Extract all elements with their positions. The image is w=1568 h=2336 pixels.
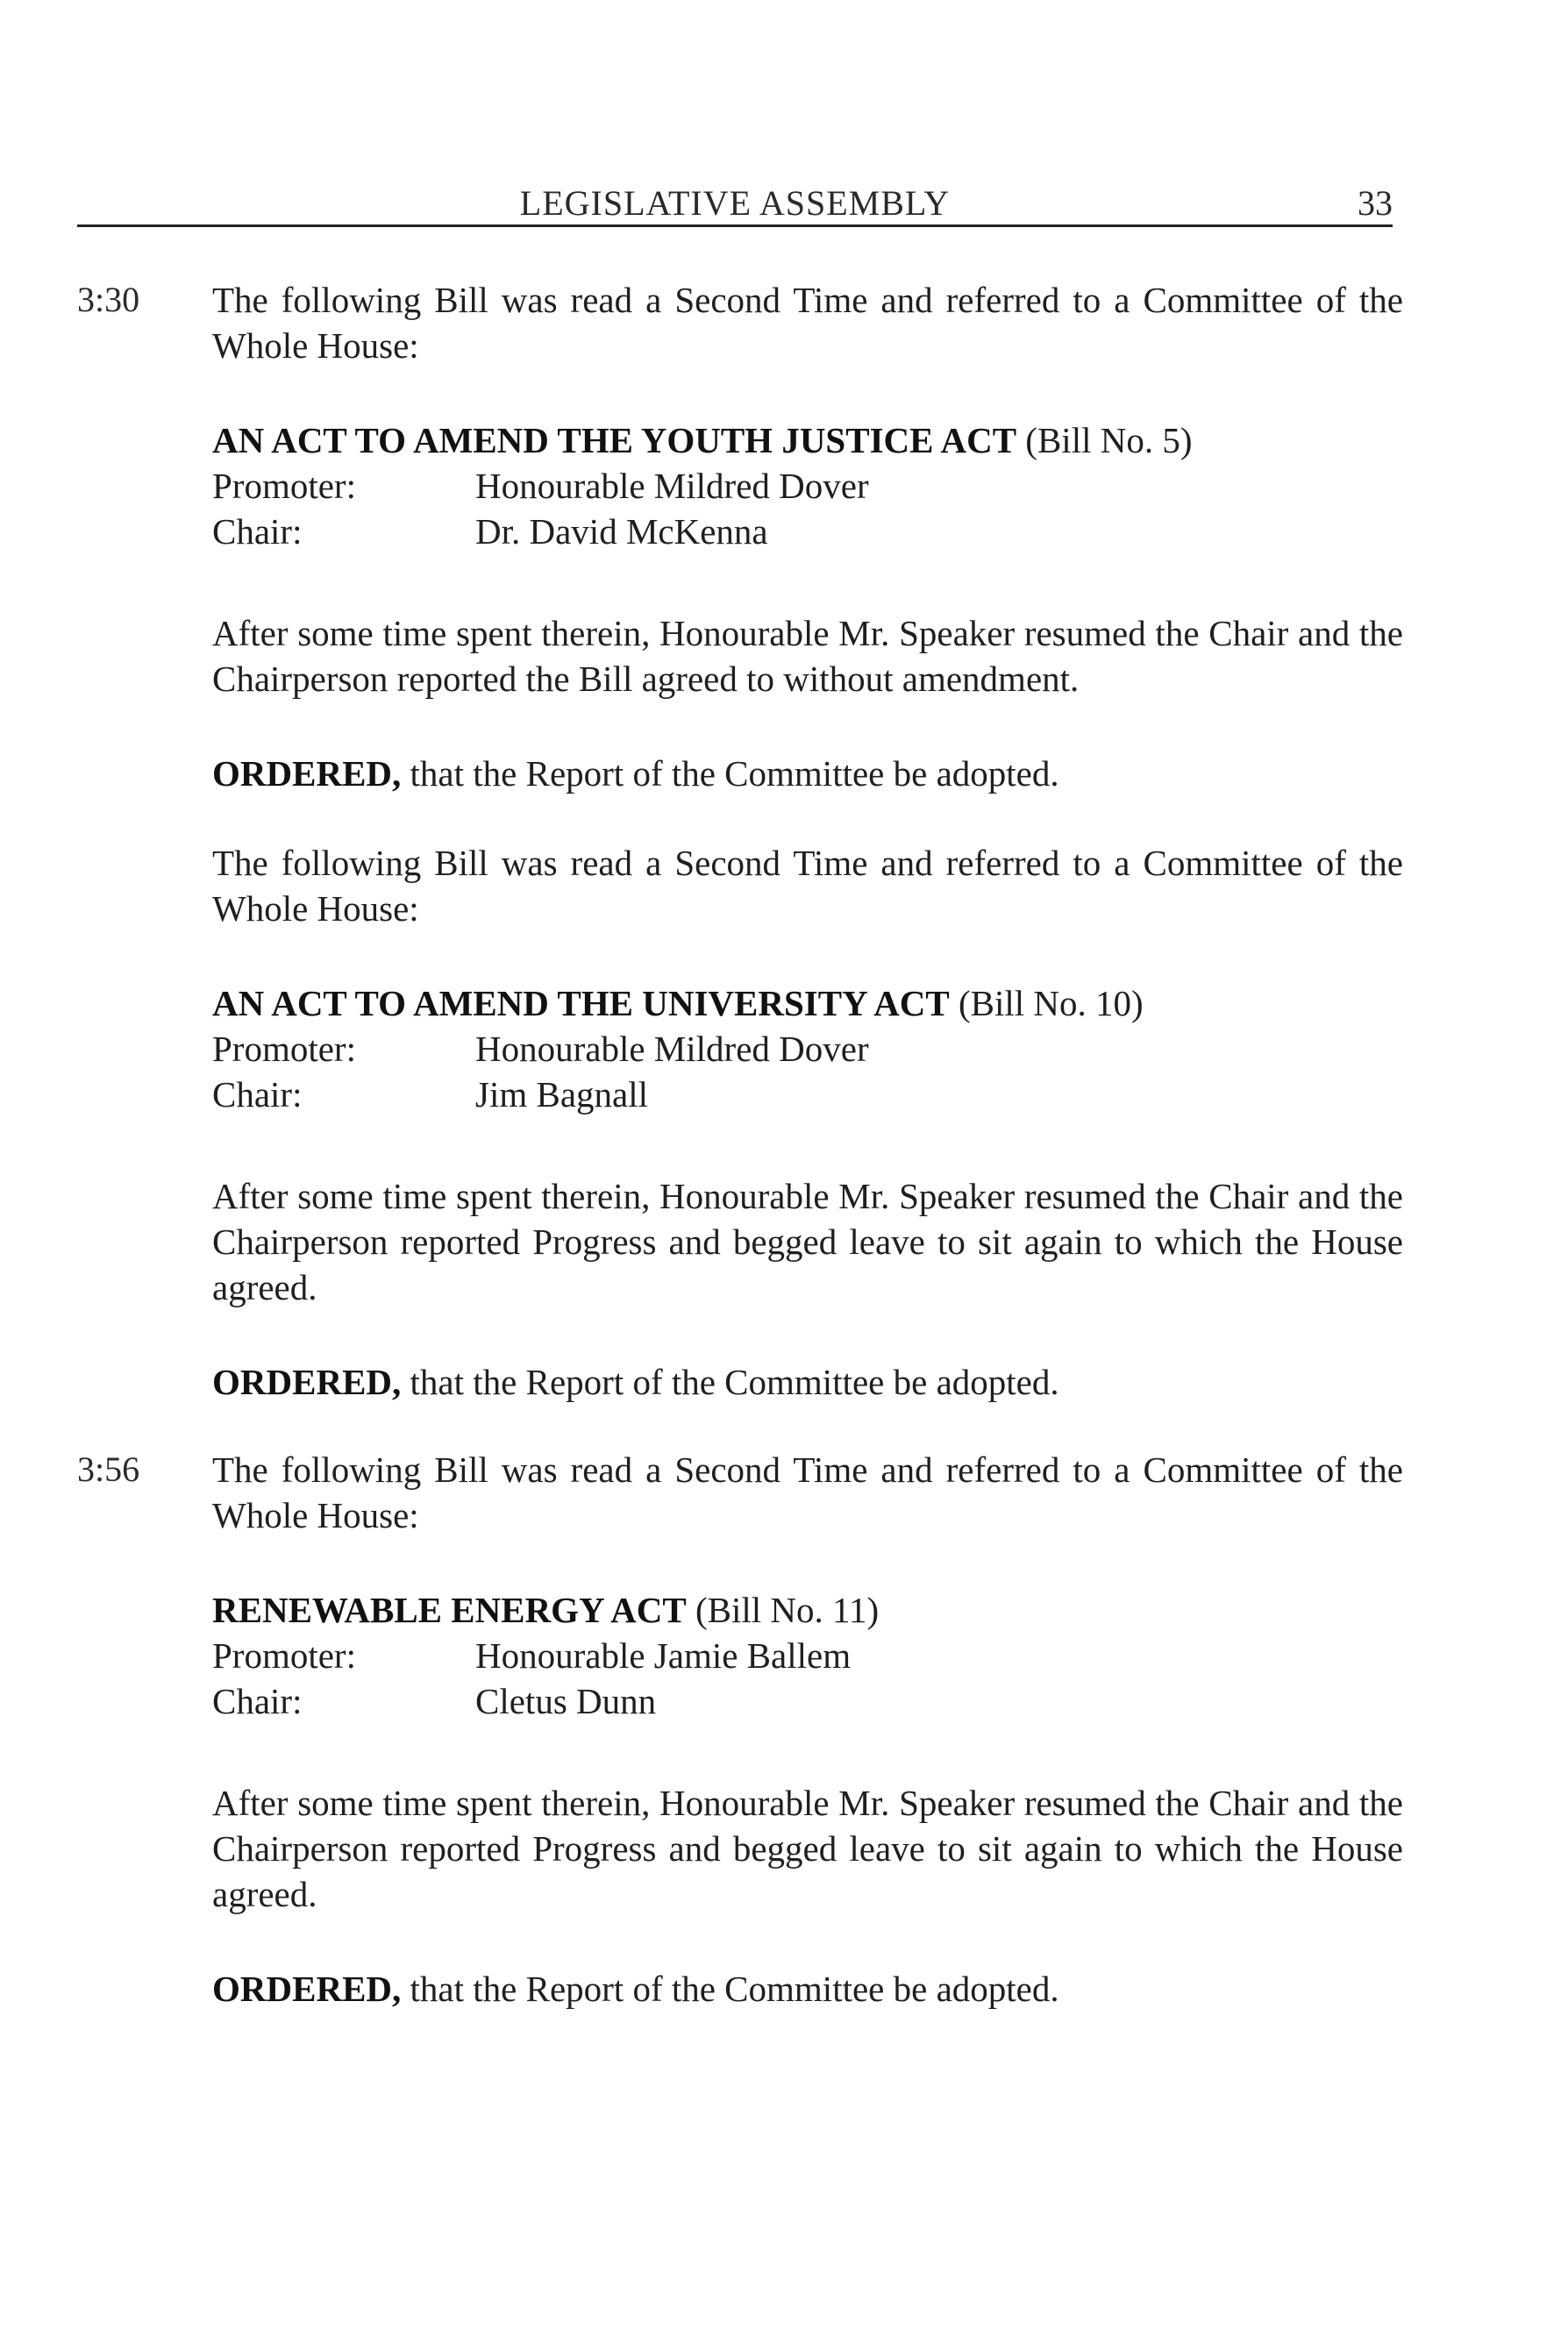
bill-title: AN ACT TO AMEND THE UNIVERSITY ACT xyxy=(212,983,950,1023)
entry-result: After some time spent therein, Honourable Mr. Speaker resumed the Chair and the Chairperson reported Progress and begged leave to sit again to which the House agreed. xyxy=(212,1176,1403,1307)
bill-title: AN ACT TO AMEND THE YOUTH JUSTICE ACT xyxy=(212,420,1017,460)
entry-block xyxy=(212,840,1403,1405)
promoter-name: Honourable Mildred Dover xyxy=(475,466,869,506)
ordered-keyword: ORDERED, xyxy=(212,1362,402,1402)
chair-name: Cletus Dunn xyxy=(475,1681,657,1721)
bill-number: (Bill No. 10) xyxy=(958,983,1144,1023)
bill-heading xyxy=(212,417,1403,463)
entry-block xyxy=(212,277,1403,796)
bill-title: RENEWABLE ENERGY ACT xyxy=(212,1590,687,1630)
chair-label: Chair: xyxy=(212,1074,303,1115)
page-header xyxy=(77,174,1393,226)
chair-row xyxy=(212,1678,1403,1724)
entry-block xyxy=(212,1447,1403,2012)
entry-result: After some time spent therein, Honourable Mr. Speaker resumed the Chair and the Chairperson reported the Bill agreed to without amendment. xyxy=(212,613,1403,699)
chair-label: Chair: xyxy=(212,511,303,552)
bill-number: (Bill No. 11) xyxy=(695,1590,880,1630)
promoter-name: Honourable Mildred Dover xyxy=(475,1029,869,1069)
ordered-line xyxy=(212,751,1403,796)
ordered-line xyxy=(212,1359,1403,1405)
entry-intro: The following Bill was read a Second Time and referred to a Committee of the Whole House: xyxy=(212,843,1403,929)
chair-row xyxy=(212,509,1403,554)
promoter-row xyxy=(212,463,1403,509)
entry-intro: The following Bill was read a Second Time and referred to a Committee of the Whole House: xyxy=(212,280,1403,366)
bill-heading xyxy=(212,1587,1403,1633)
chair-name: Dr. David McKenna xyxy=(475,511,768,552)
header-title: LEGISLATIVE ASSEMBLY xyxy=(519,183,951,223)
entry-intro: The following Bill was read a Second Time and referred to a Committee of the Whole House: xyxy=(212,1449,1403,1535)
entry-time: 3:56 xyxy=(77,1449,140,1489)
chair-name: Jim Bagnall xyxy=(475,1074,649,1115)
chair-label: Chair: xyxy=(212,1681,303,1721)
page-number: 33 xyxy=(1358,183,1393,223)
ordered-text: that the Report of the Committee be adopted. xyxy=(401,753,1059,794)
promoter-label: Promoter: xyxy=(212,466,356,506)
ordered-keyword: ORDERED, xyxy=(212,753,402,794)
entry-result: After some time spent therein, Honourable Mr. Speaker resumed the Chair and the Chairperson reported Progress and begged leave to sit again to which the House agreed. xyxy=(212,1783,1403,1914)
ordered-keyword: ORDERED, xyxy=(212,1969,402,2009)
bill-heading xyxy=(212,980,1403,1026)
promoter-name: Honourable Jamie Ballem xyxy=(475,1635,852,1676)
ordered-text: that the Report of the Committee be adopted. xyxy=(401,1969,1059,2009)
bill-number: (Bill No. 5) xyxy=(1025,420,1193,460)
promoter-row xyxy=(212,1633,1403,1678)
promoter-label: Promoter: xyxy=(212,1029,356,1069)
promoter-label: Promoter: xyxy=(212,1635,356,1676)
entry-time: 3:30 xyxy=(77,280,140,319)
promoter-row xyxy=(212,1026,1403,1072)
header-rule xyxy=(77,224,1393,227)
ordered-text: that the Report of the Committee be adopted. xyxy=(401,1362,1059,1402)
ordered-line xyxy=(212,1966,1403,2012)
chair-row xyxy=(212,1072,1403,1117)
